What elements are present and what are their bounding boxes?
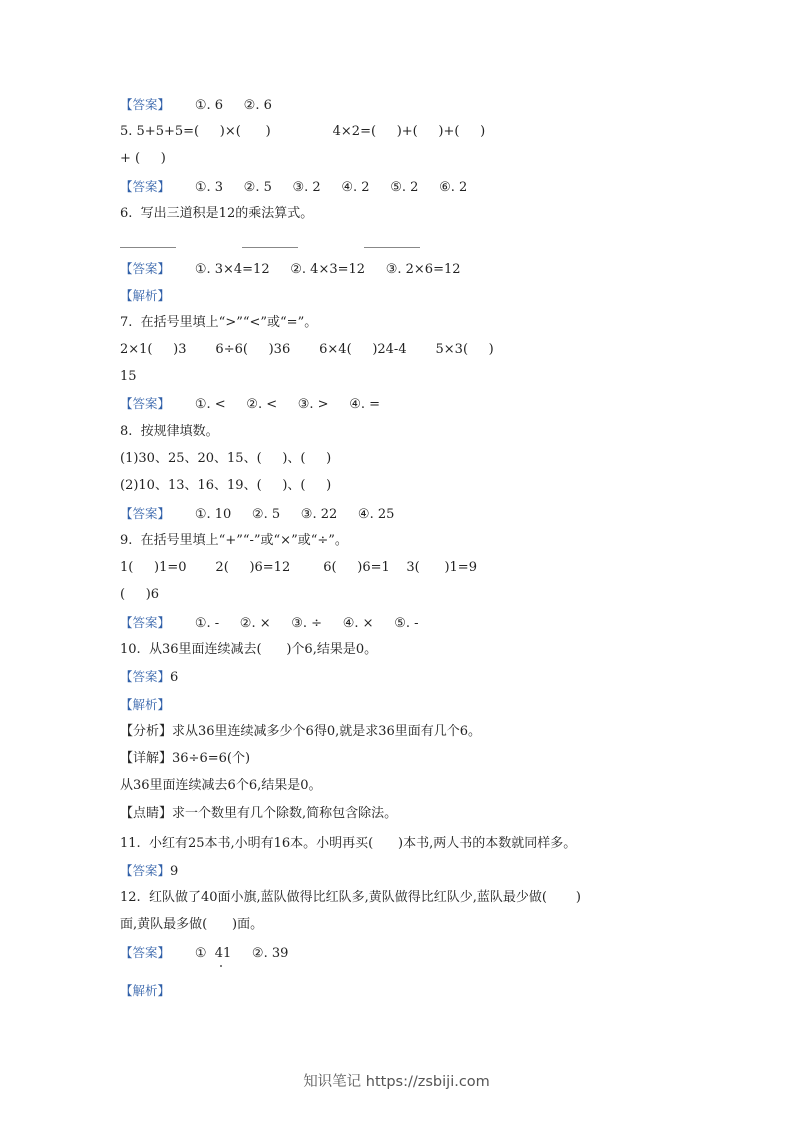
answer-text: ①. 6 ②. 6 [194, 98, 272, 113]
question-6: 6. 写出三道积是12的乘法算式。 [120, 206, 314, 221]
answer-tag: 【答案】 [120, 863, 171, 878]
question-11: 11. 小红有25本书,小明有16本。小明再买( )本书,两人书的本数就同样多。 [120, 836, 577, 851]
question-5-line-2: + ( ) [120, 151, 166, 166]
question-7-line-2: 15 [120, 369, 137, 384]
answer-tag: 【答案】 [120, 506, 171, 521]
question-7: 7. 在括号里填上“>”“<”或“=”。 [120, 315, 318, 330]
question-9-line-2: ( )6 [120, 587, 160, 602]
answer-text: 6 [170, 670, 179, 685]
tip-row-10 [120, 805, 397, 823]
tip-text: 求一个数里有几个除数,简称包含除法。 [172, 806, 398, 821]
analysis-row-6 [120, 287, 170, 306]
answer-row-5 [120, 178, 467, 197]
answer-tag: 【答案】 [120, 97, 171, 112]
analysis-tag: 【解析】 [120, 983, 171, 998]
answer-tag: 【答案】 [120, 396, 171, 411]
fenxi-text: 求从36里连续减多少个6得0,就是求36里面有几个6。 [172, 724, 482, 739]
question-12-line-1: 12. 红队做了40面小旗,蓝队做得比红队多,黄队做得比红队少,蓝队最少做( ) [120, 890, 581, 905]
detail-text: 36÷6=6(个) [172, 751, 251, 766]
answer-row-4 [120, 96, 272, 115]
answer-row-9 [120, 614, 419, 633]
site-watermark: 知识笔记 https://zsbiji.com [303, 1074, 490, 1090]
fenxi-row-10 [120, 723, 481, 741]
question-8: 8. 按规律填数。 [120, 424, 219, 439]
blank-line [120, 246, 176, 248]
answer-tag: 【答案】 [120, 615, 171, 630]
answer-text: ① 41 ②. 39 [194, 946, 289, 961]
question-9-line-1: 1( )1=0 2( )6=12 6( )6=1 3( )1=9 [120, 560, 477, 575]
question-5-line-1: 5. 5+5+5=( )×( ) 4×2=( )+( )+( ) [120, 124, 486, 139]
answer-tag: 【答案】 [120, 261, 171, 276]
blank-line [242, 246, 298, 248]
tip-tag: 【点睛】 [120, 806, 173, 821]
question-12-line-2: 面,黄队最多做( )面。 [120, 917, 264, 932]
answer-text: ①. < ②. < ③. > ④. = [194, 397, 381, 412]
answer-tag: 【答案】 [120, 179, 171, 194]
detail-row-10 [120, 750, 250, 768]
analysis-tag: 【解析】 [120, 697, 171, 712]
explanation-row-10: 从36里面连续减去6个6,结果是0。 [120, 778, 322, 793]
question-6-blanks [120, 238, 420, 256]
analysis-row-12 [120, 982, 170, 1001]
answer-row-10 [120, 668, 178, 687]
blank-line [364, 246, 420, 248]
question-7-line-1: 2×1( )3 6÷6( )36 6×4( )24-4 5×3( ) [120, 342, 494, 357]
answer-tag: 【答案】 [120, 945, 171, 960]
answer-tag: 【答案】 [120, 669, 171, 684]
answer-row-6 [120, 260, 461, 279]
answer-text: 9 [170, 864, 179, 879]
answer-row-8 [120, 505, 394, 524]
answer-text: ①. 3 ②. 5 ③. 2 ④. 2 ⑤. 2 ⑥. 2 [194, 180, 468, 195]
answer-row-12 [120, 944, 288, 963]
question-9: 9. 在括号里填上“+”“-”或“×”或“÷”。 [120, 533, 348, 548]
detail-tag: 【详解】 [120, 751, 173, 766]
question-10: 10. 从36里面连续减去( )个6,结果是0。 [120, 642, 378, 657]
analysis-tag: 【解析】 [120, 288, 171, 303]
answer-row-11 [120, 862, 178, 881]
analysis-row-10 [120, 696, 170, 715]
answer-text: ①. - ②. × ③. ÷ ④. × ⑤. - [194, 616, 419, 631]
fenxi-tag: 【分析】 [120, 724, 173, 739]
answer-text: ①. 10 ②. 5 ③. 22 ④. 25 [194, 507, 395, 522]
question-8-part-2: (2)10、13、16、19、( )、( ) [120, 478, 332, 493]
question-8-part-1: (1)30、25、20、15、( )、( ) [120, 451, 332, 466]
stray-dot [220, 965, 222, 967]
answer-row-7 [120, 395, 380, 414]
answer-text: ①. 3×4=12 ②. 4×3=12 ③. 2×6=12 [194, 262, 461, 277]
